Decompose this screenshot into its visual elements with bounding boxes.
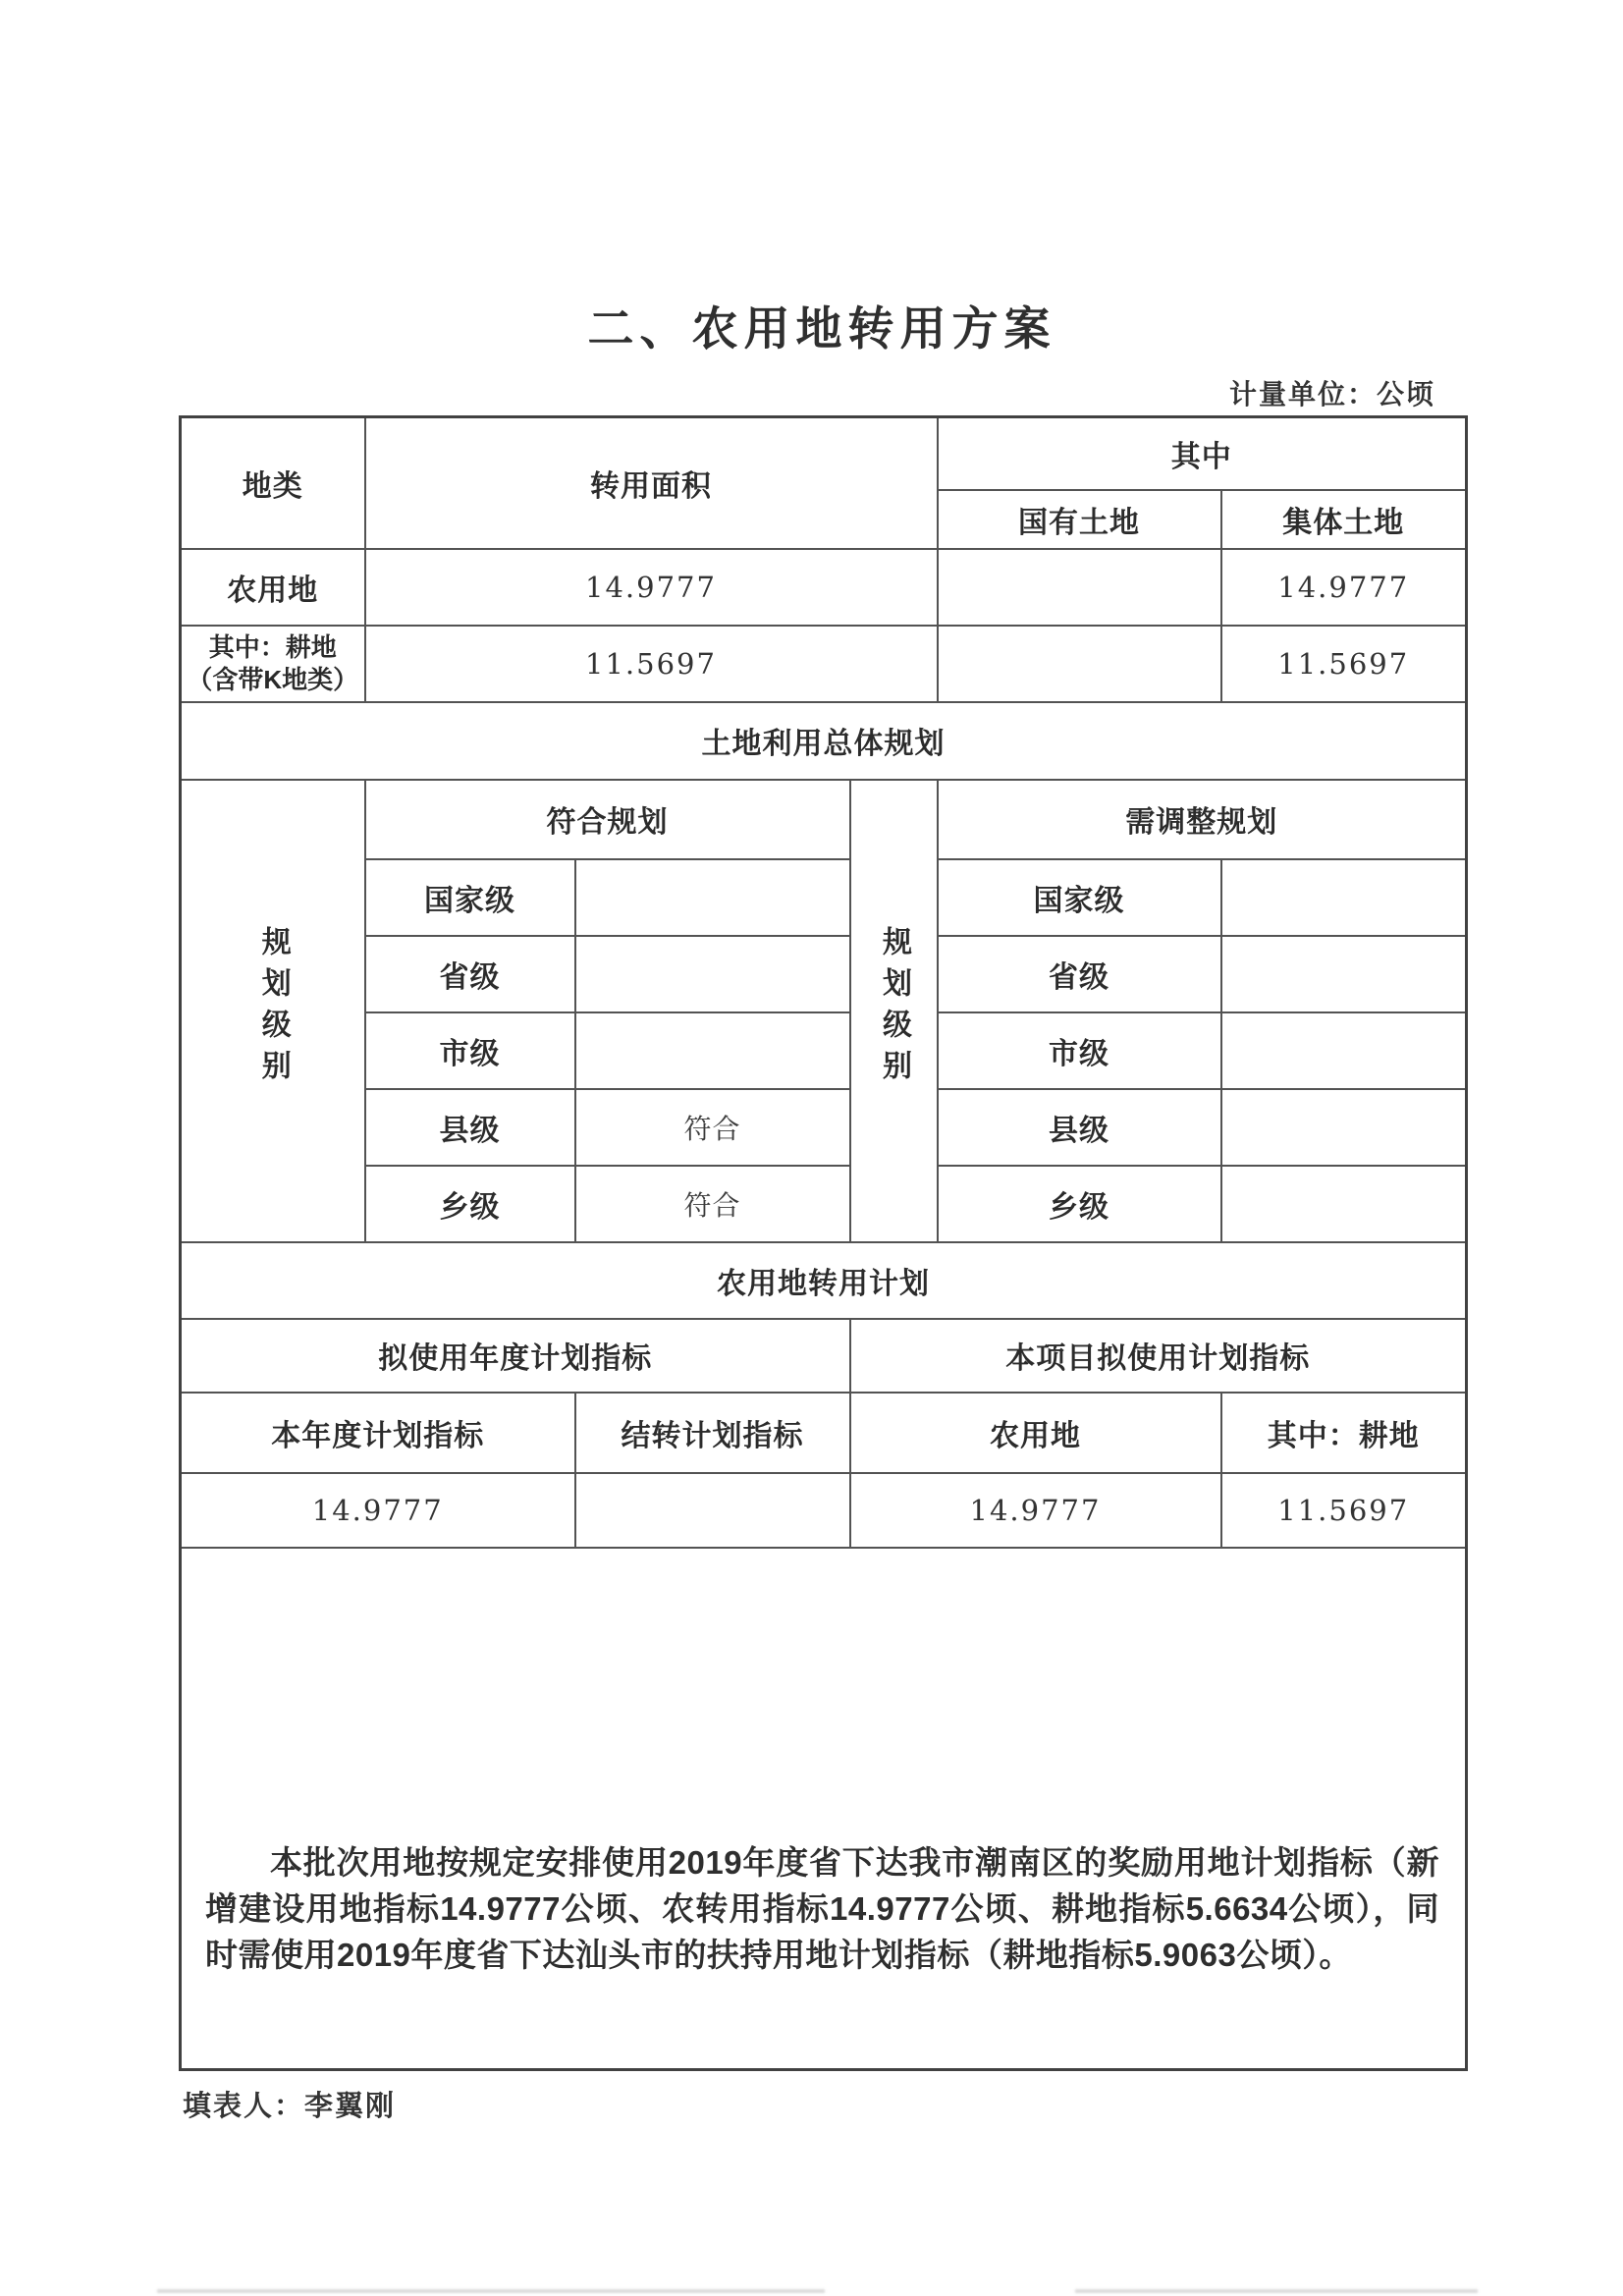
table-row	[181, 1089, 1467, 1166]
table-row	[181, 780, 1467, 859]
current-year-quota-value: 14.9777	[181, 1473, 575, 1548]
level-province-right: 省级	[938, 936, 1221, 1012]
farmland-conversion-table	[179, 415, 1468, 2071]
cultivated-label-line1: 其中：耕地	[208, 632, 337, 662]
note-paragraph: 本批次用地按规定安排使用2019年度省下达我市潮南区的奖励用地计划指标（新增建设用地指标14.9777公顷、农转用指标14.9777公顷、耕地指标5.6634公顷），同时需使用2019年度省下达汕头市的扶持用地计划指标（耕地指标5.9063公顷）。	[205, 1844, 1439, 1974]
table-row	[181, 936, 1467, 1012]
level-township-right: 乡级	[938, 1166, 1221, 1242]
comply-value-national	[575, 859, 850, 936]
planning-level-vertical-text: 规划级别	[878, 925, 910, 1091]
table-row	[181, 417, 1467, 490]
planning-level-label-middle	[850, 780, 938, 1242]
level-city-right: 市级	[938, 1012, 1221, 1089]
annual-quota-header: 拟使用年度计划指标	[181, 1319, 850, 1393]
page-title: 二、农用地转用方案	[587, 302, 1056, 355]
scan-edge-artifact	[1075, 2289, 1478, 2293]
adjust-value-county	[1221, 1089, 1467, 1166]
farmland-quota-header: 农用地	[850, 1393, 1221, 1473]
adjust-value-province	[1221, 936, 1467, 1012]
unit-label: 计量单位：公顷	[1228, 379, 1435, 410]
project-quota-header: 本项目拟使用计划指标	[850, 1319, 1467, 1393]
planning-level-vertical-text: 规划级别	[256, 925, 290, 1091]
planning-level-label-left	[181, 780, 365, 1242]
cultivated-quota-header: 其中：耕地	[1221, 1393, 1467, 1473]
level-township-left: 乡级	[365, 1166, 575, 1242]
comply-value-county: 符合	[575, 1089, 850, 1166]
comply-value-township: 符合	[575, 1166, 850, 1242]
comply-value-province	[575, 936, 850, 1012]
table-row	[181, 702, 1467, 780]
level-county-right: 县级	[938, 1089, 1221, 1166]
header-collective-land: 集体土地	[1221, 490, 1467, 549]
note-cell	[181, 1548, 1467, 2070]
current-year-quota-header: 本年度计划指标	[181, 1393, 575, 1473]
level-national-left: 国家级	[365, 859, 575, 936]
farmland-quota-value: 14.9777	[850, 1473, 1221, 1548]
farmland-collective-value: 14.9777	[1221, 549, 1467, 626]
table-row	[181, 1242, 1467, 1319]
cultivated-label-line2: （含带K地类）	[187, 664, 359, 694]
carryover-quota-value	[575, 1473, 850, 1548]
adjust-value-city	[1221, 1012, 1467, 1089]
cultivated-area-value: 11.5697	[365, 626, 938, 702]
carryover-quota-header: 结转计划指标	[575, 1393, 850, 1473]
table-row	[181, 1319, 1467, 1393]
table-row	[181, 626, 1467, 702]
table-row	[181, 549, 1467, 626]
level-national-right: 国家级	[938, 859, 1221, 936]
section-title-conversion-plan: 农用地转用计划	[181, 1242, 1467, 1319]
farmland-area-value: 14.9777	[365, 549, 938, 626]
adjust-value-township	[1221, 1166, 1467, 1242]
level-province-left: 省级	[365, 936, 575, 1012]
header-state-owned-land: 国有土地	[938, 490, 1221, 549]
comply-plan-header: 符合规划	[365, 780, 850, 859]
header-land-type: 地类	[181, 417, 365, 549]
level-county-left: 县级	[365, 1089, 575, 1166]
cultivated-row-label	[181, 626, 365, 702]
farmland-state-owned-value	[938, 549, 1221, 626]
cultivated-state-owned-value	[938, 626, 1221, 702]
table-row	[181, 859, 1467, 936]
table-row	[181, 1393, 1467, 1473]
level-city-left: 市级	[365, 1012, 575, 1089]
farmland-row-label: 农用地	[181, 549, 365, 626]
header-of-which: 其中	[938, 417, 1467, 490]
table-row	[181, 1166, 1467, 1242]
table-row	[181, 1012, 1467, 1089]
form-filler-line: 填表人：李翼刚	[183, 2091, 397, 2122]
comply-value-city	[575, 1012, 850, 1089]
cultivated-collective-value: 11.5697	[1221, 626, 1467, 702]
table-row	[181, 1548, 1467, 2070]
adjust-value-national	[1221, 859, 1467, 936]
section-title-land-use-planning: 土地利用总体规划	[181, 702, 1467, 780]
scan-edge-artifact	[157, 2289, 825, 2293]
table-row	[181, 1473, 1467, 1548]
header-conversion-area: 转用面积	[365, 417, 938, 549]
adjust-plan-header: 需调整规划	[938, 780, 1467, 859]
cultivated-quota-value: 11.5697	[1221, 1473, 1467, 1548]
